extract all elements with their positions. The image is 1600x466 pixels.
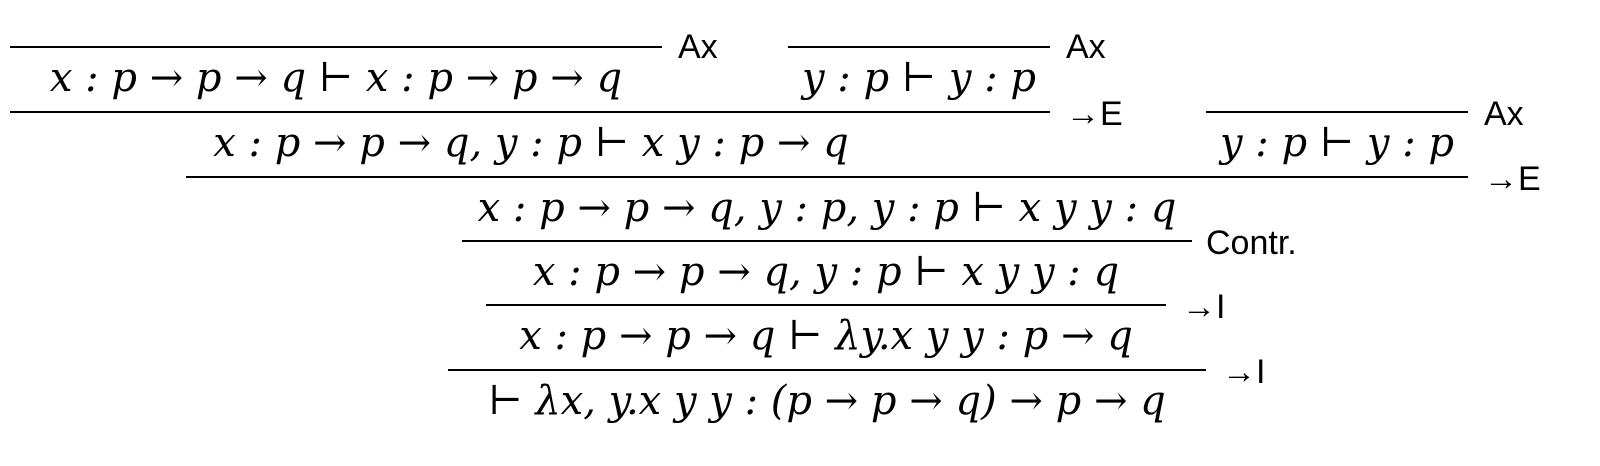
inference-line-ax1 — [10, 46, 662, 48]
rule-label-ax1: Ax — [678, 28, 718, 66]
rule-label-abs1: →I — [1182, 288, 1226, 326]
sequent-abs1: x : p → p → q ⊢ λy.x y y : p → q — [519, 313, 1133, 359]
sequent-ax1: x : p → p → q ⊢ x : p → p → q — [49, 55, 623, 101]
inference-line-ax2 — [788, 46, 1050, 48]
inference-line-contr — [462, 240, 1192, 242]
rule-label-ax3: Ax — [1484, 95, 1524, 133]
rule-label-contr: Contr. — [1206, 224, 1297, 262]
sequent-app2: x : p → p → q, y : p, y : p ⊢ x y y : q — [477, 185, 1177, 231]
sequent-app1: x : p → p → q, y : p ⊢ x y : p → q — [213, 120, 849, 166]
inference-line-app1 — [10, 111, 1050, 113]
inference-line-ax3 — [1206, 111, 1468, 113]
rule-label-abs2: →I — [1222, 353, 1266, 391]
inference-line-abs2 — [448, 369, 1206, 371]
inference-line-abs1 — [486, 304, 1166, 306]
sequent-ax3: y : p ⊢ y : p — [1219, 120, 1455, 166]
inference-line-app2 — [186, 176, 1468, 178]
sequent-contr: x : p → p → q, y : p ⊢ x y y : q — [532, 249, 1120, 295]
sequent-ax2: y : p ⊢ y : p — [801, 55, 1037, 101]
sequent-abs2: ⊢ λx, y.x y y : (p → p → q) → p → q — [488, 378, 1166, 424]
rule-label-app1: →E — [1066, 95, 1123, 133]
rule-label-ax2: Ax — [1066, 28, 1106, 66]
rule-label-app2: →E — [1484, 160, 1541, 198]
